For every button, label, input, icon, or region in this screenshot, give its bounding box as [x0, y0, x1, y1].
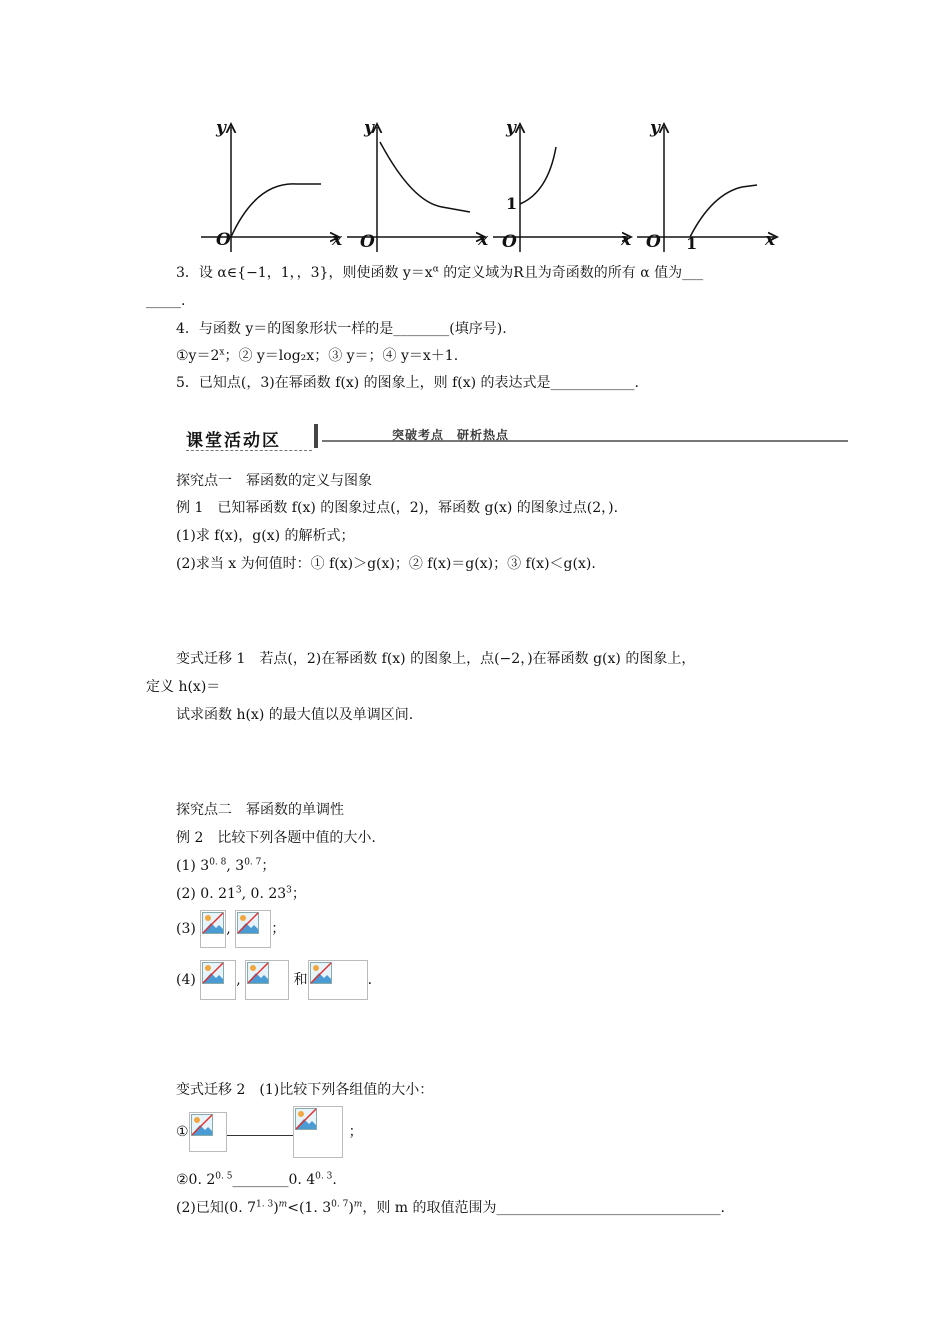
section-1-heading: 探究点一 幂函数的定义与图象	[176, 473, 372, 489]
banner-subtitle: 突破考点 研析热点	[392, 428, 510, 442]
graph-4-tick-1: 1	[686, 234, 698, 253]
example-2-part-2: (2) 0. $21^3$, 0. $23^3$；	[176, 885, 306, 902]
formula-image	[308, 960, 368, 1000]
graph-4	[632, 112, 782, 257]
example-2-part-3: (3) , ；	[176, 910, 285, 948]
graph-2-origin: O	[360, 232, 375, 252]
question-4-options: $①y=2^x$；② y＝log₂x；③ y＝；④ y＝x＋1.	[176, 347, 459, 364]
graph-3-origin: O	[502, 232, 517, 252]
answer-blank[interactable]	[227, 1123, 293, 1136]
graph-4-y-label: y	[650, 118, 660, 138]
section-2-heading: 探究点二 幂函数的单调性	[176, 802, 344, 818]
variant-2-part-2: ②0. $2^{0. 5}\_\_\_\_\_\_\_\_0$. $4^{0. 3}$.	[176, 1171, 337, 1188]
formula-image	[245, 960, 289, 1000]
example-2-part-4: (4) , 和 .	[176, 960, 372, 1000]
banner-underline	[186, 450, 312, 451]
graph-3	[488, 112, 638, 257]
image-placeholder-icon	[247, 962, 269, 984]
image-placeholder-icon	[202, 962, 224, 984]
question-5: 5．已知点(，3)在幂函数 f(x) 的图象上，则 f(x) 的表达式是____________.	[176, 375, 639, 391]
variant-2-part-3: (2)已知(0. $7^{1. 3})^m<(1$. $3^{0. 7})^m$，则 m 的取值范围为________________________________.	[176, 1199, 725, 1216]
image-placeholder-icon	[202, 912, 224, 934]
graph-2-y-label: y	[364, 118, 374, 138]
formula-image	[200, 960, 236, 1000]
graph-2-x-label: x	[478, 230, 489, 250]
graph-2	[342, 112, 492, 257]
banner-divider	[314, 424, 318, 448]
example-1: 例 1 已知幂函数 f(x) 的图象过点(，2)，幂函数 g(x) 的图象过点(2，).	[176, 500, 619, 516]
graph-3-y-label: y	[506, 118, 516, 138]
section-banner	[176, 424, 848, 454]
variant-1-line-3: 试求函数 h(x) 的最大值以及单调区间.	[176, 707, 414, 723]
graph-1-origin: O	[216, 230, 231, 250]
variant-1-line-1: 变式迁移 1 若点(，2)在幂函数 f(x) 的图象上，点(−2，)在幂函数 g(x) 的图象上，	[176, 651, 696, 667]
formula-image	[235, 910, 271, 948]
graph-3-tick-1: 1	[506, 194, 518, 213]
graph-1-x-label: x	[332, 230, 343, 250]
image-placeholder-icon	[310, 962, 332, 984]
example-1-part-2: (2)求当 x 为何值时：① f(x)＞g(x)；② f(x)＝g(x)；③ f(x)＜g(x).	[176, 556, 596, 572]
question-3-line-1: 3．设 α∈{−1，1，，3}，则使函数 $y=x^\alpha$ 的定义域为R且为奇函数的所有 α 值为___	[176, 264, 704, 281]
graph-1-y-label: y	[216, 118, 226, 138]
formula-image	[293, 1106, 343, 1158]
image-placeholder-icon	[191, 1114, 213, 1136]
example-2: 例 2 比较下列各题中值的大小.	[176, 830, 376, 846]
image-placeholder-icon	[295, 1108, 317, 1130]
graph-4-origin: O	[646, 232, 661, 252]
image-placeholder-icon	[237, 912, 259, 934]
variant-2-heading: 变式迁移 2 (1)比较下列各组值的大小：	[176, 1082, 434, 1098]
question-3-line-2: _____.	[146, 293, 186, 309]
example-2-part-1: (1) $3^{0. 8}$, $3^{0. 7}$；	[176, 857, 276, 874]
graph-1	[196, 112, 346, 257]
graph-4-x-label: x	[765, 230, 776, 250]
example-1-part-1: (1)求 f(x)，g(x) 的解析式；	[176, 528, 355, 544]
question-4-line-1: 4．与函数 y＝的图象形状一样的是________(填序号).	[176, 321, 507, 337]
formula-image	[200, 910, 226, 948]
formula-image	[189, 1112, 227, 1152]
banner-title: 课堂活动区	[186, 431, 281, 451]
variant-2-part-1: ① ；	[176, 1106, 363, 1158]
variant-1-line-2: 定义 h(x)＝	[146, 679, 221, 695]
graph-3-x-label: x	[621, 230, 632, 250]
